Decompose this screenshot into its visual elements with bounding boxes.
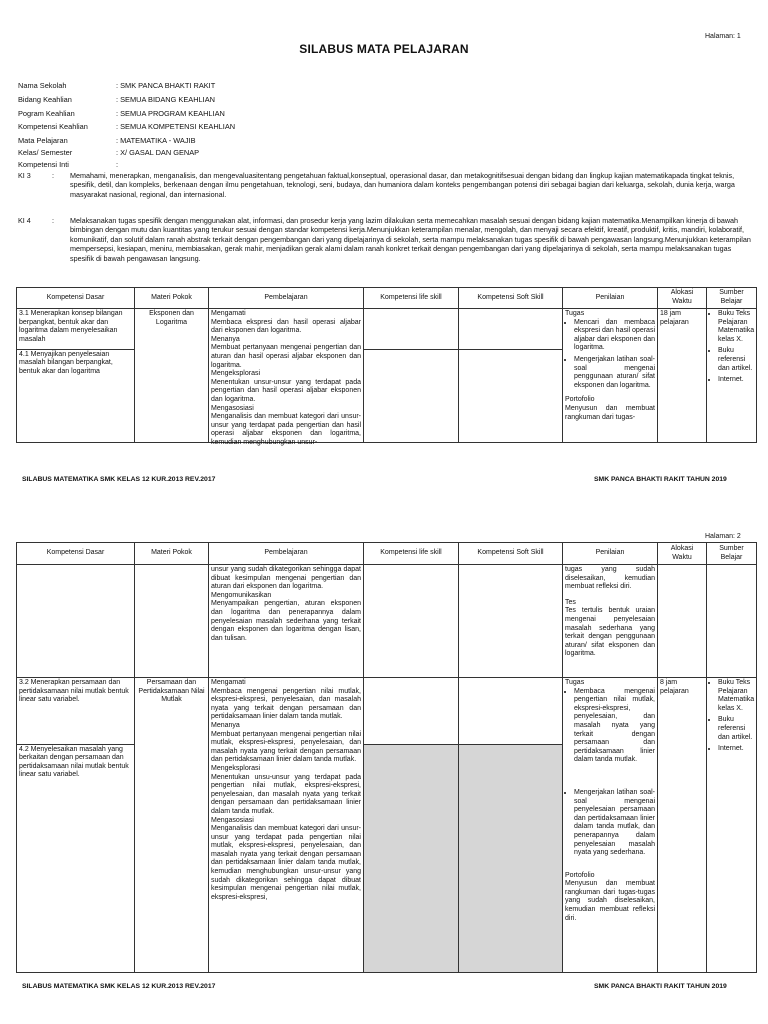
header-materi-pokok-2: Materi Pokok xyxy=(135,543,209,565)
meta-row-kelas: Kelas/ Semester : X/ GASAL DAN GENAP xyxy=(18,148,200,157)
header-penilaian: Penilaian xyxy=(563,288,658,309)
soft-skill-continuation xyxy=(459,565,563,678)
footer-right-2: SMK PANCA BHAKTI RAKIT TAHUN 2019 xyxy=(594,983,727,990)
meta-row-bidang: Bidang Keahlian : SEMUA BIDANG KEAHLIAN xyxy=(18,95,215,104)
meta-row-kompetensi-keahlian: Kompetensi Keahlian : SEMUA KOMPETENSI KEAHLIAN xyxy=(18,122,236,131)
soft-skill-cell-4 xyxy=(459,744,563,972)
soft-skill-cell-3 xyxy=(459,678,563,745)
header-alokasi-waktu: Alokasi Waktu xyxy=(658,288,707,309)
page-number-2: Halaman: 2 xyxy=(705,533,741,540)
page-title: SILABUS MATA PELAJARAN xyxy=(299,42,469,56)
kd-4-2: 4.2 Menyelesaikan masalah yang berkaitan dengan persamaan dan pertidaksamaan nilai mutlak bentuk linear satu variabel. xyxy=(17,744,135,972)
header-life-skill-2: Kompetensi life skill xyxy=(364,543,459,565)
pembelajaran-continuation: unsur yang sudah dikategorikan sehingga dapat dibuat kesimpulan mengenai pengertian dan aturan dari eksponen dan logaritma. Mengomunikasikan Menyampaikan pengertian, aturan eksponen dan logaritma dan penerapannya dalam penyelesaian masalah sederhana yang terkait dengan eksponen dan logaritma dengan lisan, dan tulisan. xyxy=(209,565,364,678)
penilaian-continuation: tugas yang sudah diselesaikan, kemudian membuat refleksi diri. Tes Tes tertulis bentuk uraian mengenai penyelesaian masalah sederhana yang terkait dengan penggunaan aturan/ sifat eksponen dan logaritma. xyxy=(563,565,658,678)
meta-row-kompetensi-inti: Kompetensi Inti : xyxy=(18,160,119,169)
footer-left: SILABUS MATEMATIKA SMK KELAS 12 KUR.2013 REV.2017 xyxy=(22,476,216,483)
life-skill-continuation xyxy=(364,565,459,678)
syllabus-table-page2 xyxy=(16,542,757,973)
penilaian-cell-2: Tugas • Membaca mengenai pengertian nilai mutlak, ekspresi-ekspresi, penyelesaian, dan masalah nyata yang terkait dengan persamaan dan pertidaksamaan linier dalam tanda mutlak. • Mengerjakan latihan soal-soal mengenai penyelesaian persamaan dan pertidaksamaan linier dalam tanda mutlak, dan penerapannya dalam penyelesaian masalah nyata yang sederhana. Portofolio Menyusun dan membuat rangkuman dari tugas-tugas yang sudah diselesaikan, kemudian membuat refleksi diri. xyxy=(563,678,658,973)
sumber-belajar-cell-2: • Buku Teks Pelajaran Matematika kelas X. • Buku referensi dan artikel. • Internet. xyxy=(707,678,757,973)
materi-pokok-2: Persamaan dan Pertidaksamaan Nilai Mutlak xyxy=(135,678,209,973)
life-skill-cell-3 xyxy=(364,678,459,745)
life-skill-cell-4 xyxy=(364,744,459,972)
header-sumber-belajar-2: Sumber Belajar xyxy=(707,543,757,565)
footer-right: SMK PANCA BHAKTI RAKIT TAHUN 2019 xyxy=(594,476,727,483)
footer-left-2: SILABUS MATEMATIKA SMK KELAS 12 KUR.2013 REV.2017 xyxy=(22,983,216,990)
kd-4-1: 4.1 Menyajikan penyelesaian masalah bilangan berpangkat, bentuk akar dan logaritma xyxy=(17,349,135,442)
meta-row-school: Nama Sekolah : SMK PANCA BHAKTI RAKIT xyxy=(18,81,216,90)
soft-skill-cell-2 xyxy=(459,349,563,442)
kd-continuation xyxy=(17,565,135,678)
header-sumber-belajar: Sumber Belajar xyxy=(707,288,757,309)
alokasi-continuation xyxy=(658,565,707,678)
ki3-block: KI 3 : Memahami, menerapkan, menganalisis, dan mengevaluasitentang pengetahuan faktual,konseptual, operasional dasar, dan metakognitifsesuai dengan bidang dan lingkup kajian matematikapada tingkat teknis, spesifik, detil, dan kompleks, berkenaan dengan ilmu pengetahuan, teknologi, seni, budaya, dan humaniora dalam konteks pengembangan potensi diri sebagai bagian dari keluarga, sekolah, dunia kerja, warga masyarakat nasional, regional, dan internasional. xyxy=(18,171,735,199)
life-skill-cell-2 xyxy=(364,349,459,442)
header-alokasi-waktu-2: Alokasi Waktu xyxy=(658,543,707,565)
ki4-block: KI 4 : Melaksanakan tugas spesifik dengan menggunakan alat, informasi, dan prosedur kerja yang lazim dilakukan serta memecahkan masalah sesuai dengan bidang kajian matematika.Menampilkan kinerja di bawah bimbingan dengan mutu dan kuantitas yang terukur sesuai dengan standar kompetensi kerja.Menunjukkan keterampilan menalar, mengolah, dan menyaji secara efektif, kreatif, produktif, kritis, mandiri, kolaboratif, komunikatif, dan solutif dalam ranah abstrak terkait dengan pengembangan dari yang dipelajarinya di sekolah, serta mampu melaksanakan tugas spesifik di bawah pengawasan langsung.Menunjukkan keterampilan mempersepsi, kesiapan, meniru, membiasakan, gerak mahir, menjadikan gerak alami dalam ranah konkret terkait dengan pengembangan dari yang dipelajarinya di sekolah, serta mampu melaksanakan tugas spesifik di bawah pengawasan langsung. xyxy=(18,216,751,263)
soft-skill-cell xyxy=(459,309,563,350)
meta-row-mapel: Mata Pelajaran : MATEMATIKA - WAJIB xyxy=(18,136,196,145)
header-penilaian-2: Penilaian xyxy=(563,543,658,565)
kd-3-2: 3.2 Menerapkan persamaan dan pertidaksamaan nilai mutlak bentuk linear satu variabel. xyxy=(17,678,135,745)
penilaian-cell: Tugas • Mencari dan membaca ekspresi dan hasil operasi aljabar dari eksponen dan logaritma. • Mengerjakan latihan soal-soal mengenai penggunaan aturan/ sifat eksponen dan logaritma. Portofolio Menyusun dan membuat rangkuman dari tugas- xyxy=(563,309,658,443)
meta-row-program: Pogram Keahlian : SEMUA PROGRAM KEAHLIAN xyxy=(18,109,225,118)
header-kompetensi-dasar-2: Kompetensi Dasar xyxy=(17,543,135,565)
header-pembelajaran-2: Pembelajaran xyxy=(209,543,364,565)
header-kompetensi-dasar: Kompetensi Dasar xyxy=(17,288,135,309)
page-number: Halaman: 1 xyxy=(705,33,741,40)
sumber-continuation xyxy=(707,565,757,678)
materi-pokok: Eksponen dan Logaritma xyxy=(135,309,209,443)
header-life-skill: Kompetensi life skill xyxy=(364,288,459,309)
alokasi-waktu-cell-2: 8 jam pelajaran xyxy=(658,678,707,973)
header-soft-skill-2: Kompetensi Soft Skill xyxy=(459,543,563,565)
syllabus-table-page1 xyxy=(16,287,757,446)
kd-3-1: 3.1 Menerapkan konsep bilangan berpangkat, bentuk akar dan logaritma dalam menyelesaikan masalah xyxy=(17,309,135,350)
materi-continuation xyxy=(135,565,209,678)
header-soft-skill: Kompetensi Soft Skill xyxy=(459,288,563,309)
life-skill-cell xyxy=(364,309,459,350)
pembelajaran-cell: Mengamati Membaca ekspresi dan hasil operasi aljabar dari eksponen dan logaritma. Menanya Membuat pertanyaan mengenai pengertian dan aturan dan hasil operasi aljabar eksponen dan logaritma. Mengeksplorasi Menentukan unsur-unsur yang terdapat pada pengertian dan hasil operasi aljabar eksponen dan logaritma. Mengasosiasi Menganalisis dan membuat kategori dari unsur-unsur yang terdapat pada pengertian dan hasil operasi aljabar eksponen dan logaritma, kemudian menghubungkan unsur- xyxy=(209,309,364,443)
header-pembelajaran: Pembelajaran xyxy=(209,288,364,309)
header-materi-pokok: Materi Pokok xyxy=(135,288,209,309)
alokasi-waktu-cell: 18 jam pelajaran xyxy=(658,309,707,443)
pembelajaran-cell-2: Mengamati Membaca mengenai pengertian nilai mutlak, ekspresi-ekspresi, penyelesaian, dan masalah nyata yang terkait dengan persamaan dan pertidaksamaan linier dalam tanda mutlak. Menanya Membuat pertanyaan mengenai pengertian nilai mutlak, ekspresi-ekspresi, penyelesaian, dan masalah nyata yang terkait dengan persamaan dan pertidaksamaan linier dalam tanda mutlak. Mengeksplorasi Menentukan unsu-unsur yang terdapat pada pengertian nilai mutlak, ekspresi-ekspresi, penyelesaian, dan masalah nyata yang terkait dengan persamaan dan pertidaksamaan linier dalam tanda mutlak. Mengasosiasi Menganalisis dan membuat kategori dari unsur-unsur yang terdapat pada pengertian nilai mutlak, ekspresi-ekspresi, penyelesaian, dan masalah nyata yang terkait dengan persamaan dan pertidaksamaan linier dalam tanda mutlak, kemudian menghubungkan unsur-unsur yang sudah dikategorikan sehingga dapat dibuat kesimpulan mengenai pengertian nilai mutlak, ekspresi-ekspresi, xyxy=(209,678,364,973)
sumber-belajar-cell: • Buku Teks Pelajaran Matematika kelas X. • Buku referensi dan artikel. • Internet. xyxy=(707,309,757,443)
